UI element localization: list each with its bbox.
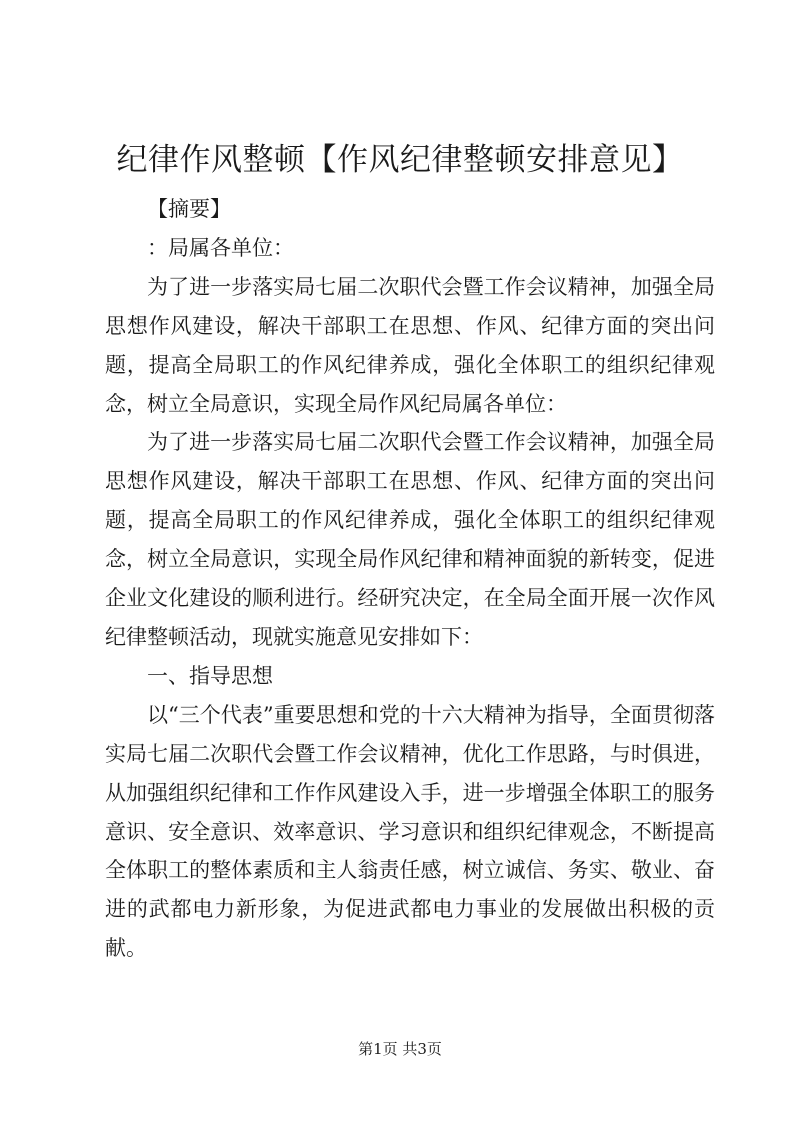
body-paragraph: 以“三个代表”重要思想和党的十六大精神为指导，全面贯彻落实局七届二次职代会暨工作会议精神，优化工作思路，与时俱进，从加强组织纪律和工作作风建设入手，进一步增强全体职工的服务意识、安全意识、效率意识、学习意识和组织纪律观念，不断提高全体职工的整体素质和主人翁责任感，树立诚信、务实、敬业、奋进的武都电力新形象，为促进武都电力事业的发展做出积极的贡献。 — [105, 702, 715, 961]
section-heading: 一、指导思想 — [147, 663, 273, 688]
document-title: 纪律作风整顿【作风纪律整顿安排意见】 — [116, 142, 684, 178]
page-number-footer: 第1页 共3页 — [358, 1040, 442, 1058]
body-paragraph: 为了进一步落实局七届二次职代会暨工作会议精神，加强全局思想作风建设，解决干部职工在思想、作风、纪律方面的突出问题，提高全局职工的作风纪律养成，强化全体职工的组织纪律观念，树立全局意识，实现全局作风纪律和精神面貌的新转变，促进企业文化建设的顺利进行。经研究决定，在全局全面开展一次作风纪律整顿活动，现就实施意见安排如下： — [105, 430, 715, 649]
salutation: ：局属各单位： — [147, 235, 294, 260]
document-body — [105, 190, 715, 968]
body-paragraph: 为了进一步落实局七届二次职代会暨工作会议精神，加强全局思想作风建设，解决干部职工在思想、作风、纪律方面的突出问题，提高全局职工的作风纪律养成，强化全体职工的组织纪律观念，树立全局意识，实现全局作风纪局属各单位： — [105, 274, 715, 416]
abstract-heading: 【摘要】 — [147, 197, 231, 221]
